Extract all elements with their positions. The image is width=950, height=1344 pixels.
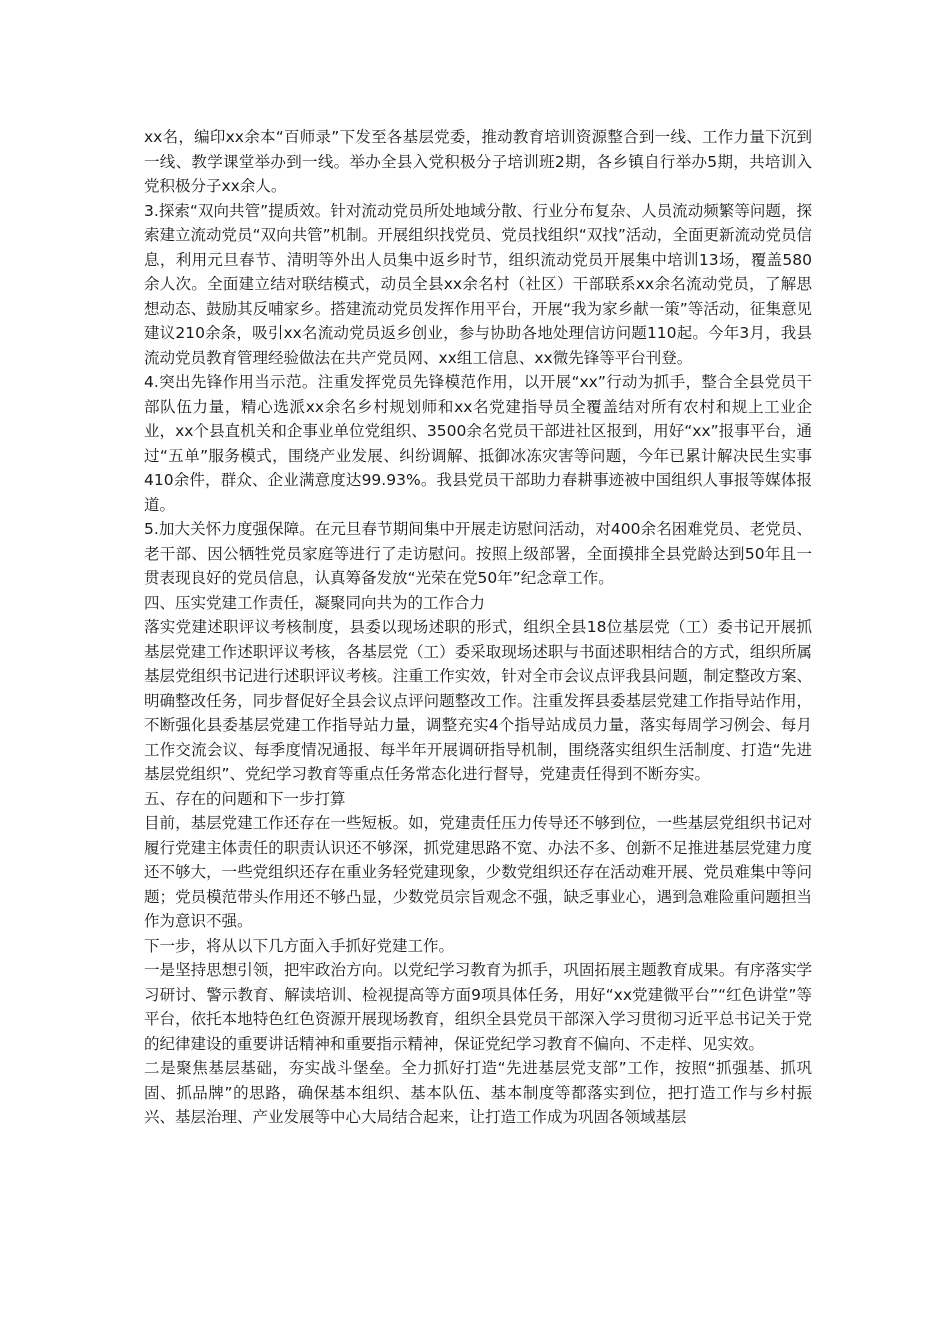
section-heading-problems-next-steps: 五、存在的问题和下一步打算	[144, 789, 346, 808]
paragraph-care-support: 5.加大关怀力度强保障。在元旦春节期间集中开展走访慰问活动，对400余名困难党员、老党员、老干部、因公牺牲党员家庭等进行了走访慰问。按照上级部署，全面摸排全县党龄达到50年且一贯表现良好的党员信息，认真筹备发放“光荣在党50年”纪念章工作。	[144, 520, 812, 587]
paragraph-mobile-party-members: 3.探索“双向共管”提质效。针对流动党员所处地域分散、行业分布复杂、人员流动频繁等问题，探索建立流动党员“双向共管”机制。开展组织找党员、党员找组织“双找”活动，全面更新流动党员信息，利用元旦春节、清明等外出人员集中返乡时节，组织流动党员开展集中培训13场，覆盖580余人次。全面建立结对联结模式，动员全县xx余名村（社区）干部联系xx余名流动党员，了解思想动态、鼓励其反哺家乡。搭建流动党员发挥作用平台，开展“我为家乡献一策”等活动，征集意见建议210余条，吸引xx名流动党员返乡创业，参与协助各地处理信访问题110起。今年3月，我县流动党员教育管理经验做法在共产党员网、xx组工信息、xx微先锋等平台刊登。	[144, 201, 812, 367]
section-heading-responsibility: 四、压实党建工作责任，凝聚同向共为的工作合力	[144, 593, 486, 612]
paragraph-grassroots-foundation: 二是聚焦基层基础，夯实战斗堡垒。全力抓好打造“先进基层党支部”工作，按照“抓强基、抓巩固、抓品牌”的思路，确保基本组织、基本队伍、基本制度等都落实到位，把打造工作与乡村振兴、基层治理、产业发展等中心大局结合起来，让打造工作成为巩固各领域基层	[144, 1059, 812, 1126]
paragraph-ideological-guidance: 一是坚持思想引领，把牢政治方向。以党纪学习教育为抓手，巩固拓展主题教育成果。有序落实学习研讨、警示教育、解读培训、检视提高等方面9项具体任务，用好“xx党建微平台”“红色讲堂”等平台，依托本地特色红色资源开展现场教育，组织全县党员干部深入学习贯彻习近平总书记关于党的纪律建设的重要讲话精神和重要指示精神，保证党纪学习教育不偏向、不走样、见实效。	[144, 961, 812, 1053]
paragraph-problems: 目前，基层党建工作还存在一些短板。如，党建责任压力传导还不够到位，一些基层党组织书记对履行党建主体责任的职责认识还不够深，抓党建思路不宽、办法不多、创新不足推进基层党建力度还不够大，一些党组织还存在重业务轻党建现象，少数党组织还存在活动难开展、党员难集中等问题；党员模范带头作用还不够凸显，少数党员宗旨观念不强，缺乏事业心，遇到急难险重问题担当作为意识不强。	[144, 814, 812, 930]
paragraph-training-continuation: xx名，编印xx余本“百师录”下发至各基层党委，推动教育培训资源整合到一线、工作力量下沉到一线、教学课堂举办到一线。举办全县入党积极分子培训班2期，各乡镇自行举办5期，共培训入党积极分子xx余人。	[144, 128, 812, 195]
document-body	[144, 125, 812, 1130]
paragraph-vanguard-role: 4.突出先锋作用当示范。注重发挥党员先锋模范作用，以开展“xx”行动为抓手，整合全县党员干部队伍力量，精心选派xx余名乡村规划师和xx名党建指导员全覆盖结对所有农村和规上工业企业，xx个县直机关和企事业单位党组织、3500余名党员干部进社区报到，用好“xx”报事平台，通过“五单”服务模式，围绕产业发展、纠纷调解、抵御冰冻灾害等问题，今年已累计解决民生实事410余件，群众、企业满意度达99.93%。我县党员干部助力春耕事迹被中国组织人事报等媒体报道。	[144, 373, 812, 514]
paragraph-next-step-intro: 下一步，将从以下几方面入手抓好党建工作。	[144, 936, 455, 955]
paragraph-responsibility: 落实党建述职评议考核制度，县委以现场述职的形式，组织全县18位基层党（工）委书记开展抓基层党建工作述职评议考核，各基层党（工）委采取现场述职与书面述职相结合的方式，组织所属基层党组织书记进行述职评议考核。注重工作实效，针对全市会议点评我县问题，制定整改方案、明确整改任务，同步督促好全县会议点评问题整改工作。注重发挥县委基层党建工作指导站作用，不断强化县委基层党建工作指导站力量，调整充实4个指导站成员力量，落实每周学习例会、每月工作交流会议、每季度情况通报、每半年开展调研指导机制，围绕落实组织生活制度、打造“先进基层党组织”、党纪学习教育等重点任务常态化进行督导，党建责任得到不断夯实。	[144, 618, 812, 783]
